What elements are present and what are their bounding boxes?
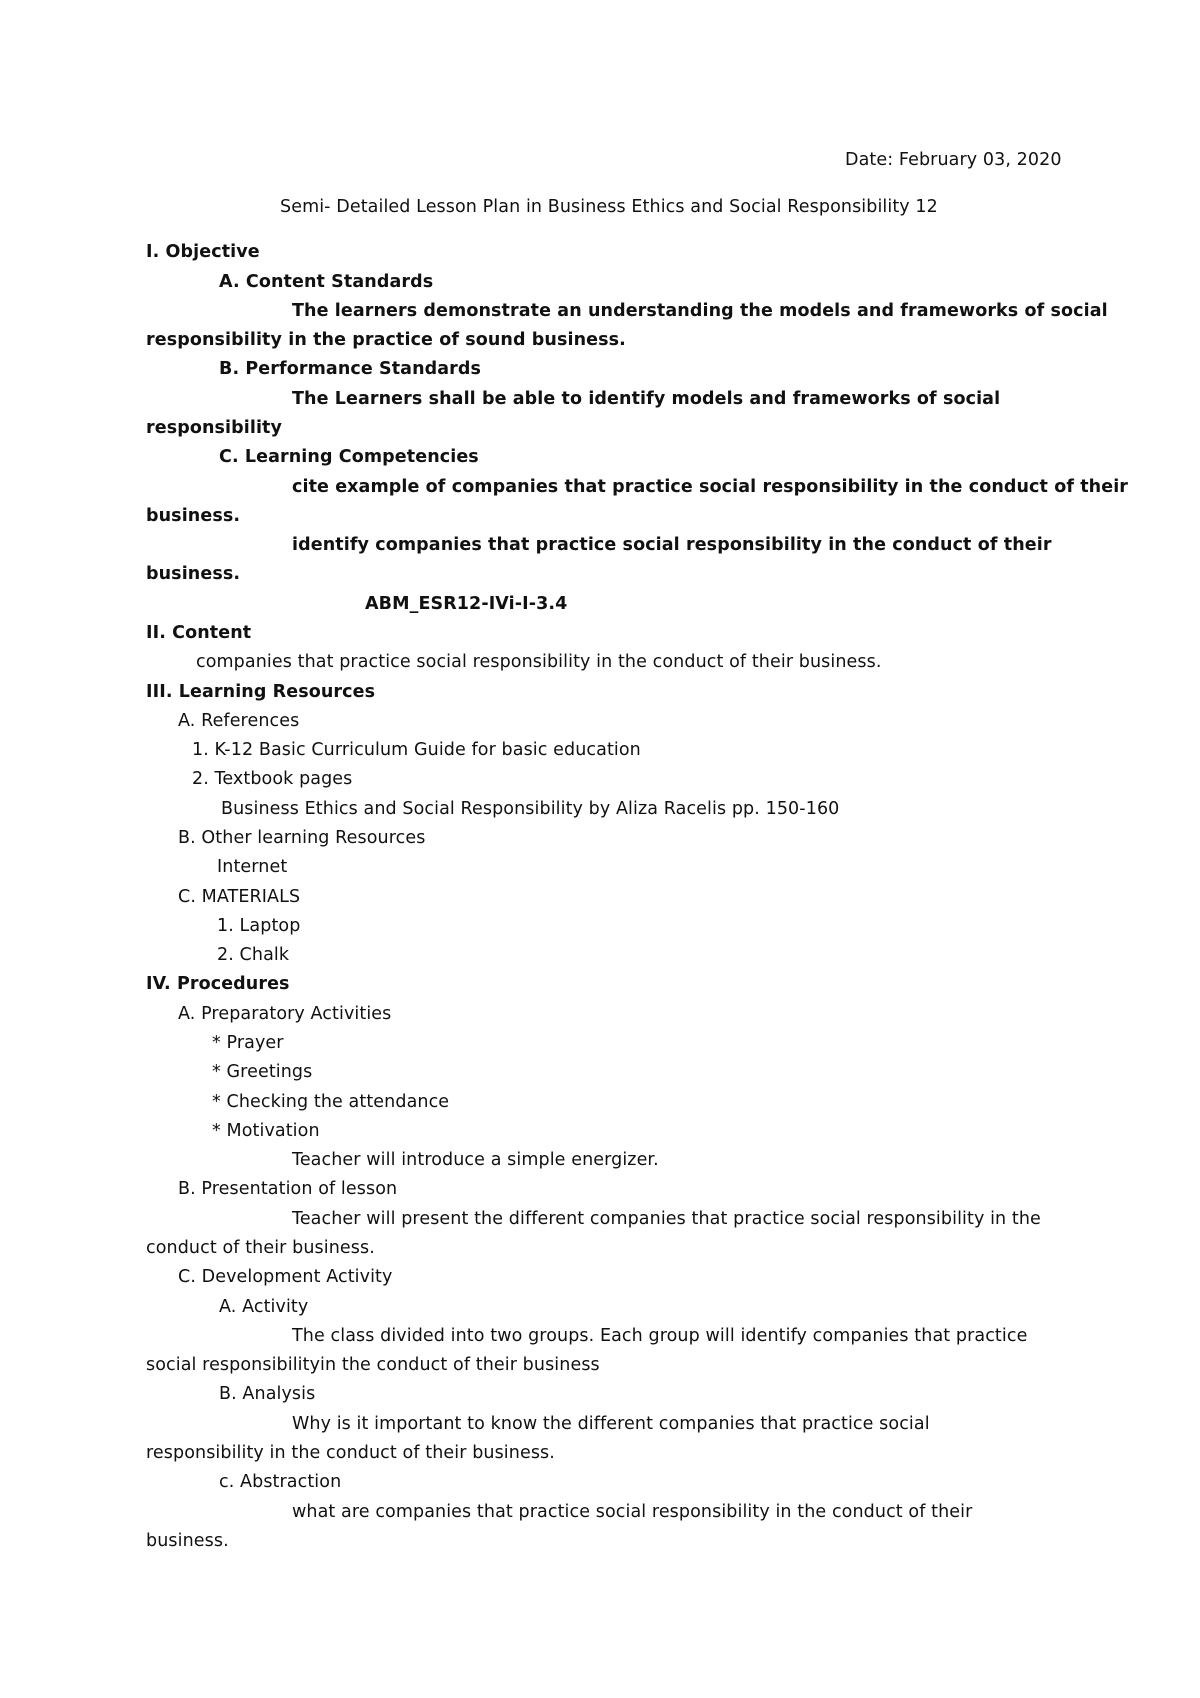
analysis-label: B. Analysis — [219, 1384, 316, 1404]
abstraction-text: what are companies that practice social responsibility in the conduct of their — [292, 1502, 973, 1522]
reference-item-2: 2. Textbook pages — [192, 769, 353, 789]
prep-item-motivation: * Motivation — [212, 1121, 320, 1141]
document-title: Semi- Detailed Lesson Plan in Business Ethics and Social Responsibility 12 — [280, 197, 938, 217]
other-resources-text: Internet — [217, 857, 288, 877]
activity-text-cont: social responsibilityin the conduct of their business — [146, 1355, 600, 1375]
analysis-text-cont: responsibility in the conduct of their business. — [146, 1443, 555, 1463]
performance-standards-text-cont: responsibility — [146, 418, 283, 438]
learning-competencies-label: C. Learning Competencies — [219, 447, 479, 467]
competency-code: ABM_ESR12-IVi-I-3.4 — [365, 594, 568, 614]
presentation-text-cont: conduct of their business. — [146, 1238, 375, 1258]
content-standards-text: The learners demonstrate an understanding the models and frameworks of social — [292, 301, 1108, 321]
learning-resources-heading: III. Learning Resources — [146, 682, 376, 702]
performance-standards-label: B. Performance Standards — [219, 359, 482, 379]
textbook-reference: Business Ethics and Social Responsibility by Aliza Racelis pp. 150-160 — [221, 799, 840, 819]
motivation-text: Teacher will introduce a simple energizer. — [292, 1150, 659, 1170]
activity-text: The class divided into two groups. Each group will identify companies that practice — [292, 1326, 1028, 1346]
presentation-text: Teacher will present the different companies that practice social responsibility in the — [292, 1209, 1041, 1229]
references-label: A. References — [178, 711, 300, 731]
material-item-2: 2. Chalk — [217, 945, 290, 965]
development-activity-label: C. Development Activity — [178, 1267, 393, 1287]
materials-label: C. MATERIALS — [178, 887, 301, 907]
activity-label: A. Activity — [219, 1297, 309, 1317]
reference-item-1: 1. K-12 Basic Curriculum Guide for basic education — [192, 740, 641, 760]
abstraction-text-cont: business. — [146, 1531, 229, 1551]
date-line: Date: February 03, 2020 — [845, 150, 1062, 170]
content-text: companies that practice social responsibility in the conduct of their business. — [196, 652, 882, 672]
performance-standards-text: The Learners shall be able to identify models and frameworks of social — [292, 389, 1001, 409]
prep-item-prayer: * Prayer — [212, 1033, 284, 1053]
content-standards-text-cont: responsibility in the practice of sound business. — [146, 330, 626, 350]
preparatory-activities-label: A. Preparatory Activities — [178, 1004, 392, 1024]
competency-2-text: identify companies that practice social responsibility in the conduct of their — [292, 535, 1052, 555]
procedures-heading: IV. Procedures — [146, 974, 290, 994]
material-item-1: 1. Laptop — [217, 916, 301, 936]
competency-1-text: cite example of companies that practice social responsibility in the conduct of their — [292, 477, 1129, 497]
prep-item-attendance: * Checking the attendance — [212, 1092, 450, 1112]
presentation-label: B. Presentation of lesson — [178, 1179, 398, 1199]
other-resources-label: B. Other learning Resources — [178, 828, 426, 848]
competency-1-text-cont: business. — [146, 506, 241, 526]
objective-heading: I. Objective — [146, 242, 260, 262]
content-heading: II. Content — [146, 623, 252, 643]
abstraction-label: c. Abstraction — [219, 1472, 342, 1492]
analysis-text: Why is it important to know the different companies that practice social — [292, 1414, 930, 1434]
prep-item-greetings: * Greetings — [212, 1062, 313, 1082]
competency-2-text-cont: business. — [146, 564, 241, 584]
content-standards-label: A. Content Standards — [219, 272, 434, 292]
